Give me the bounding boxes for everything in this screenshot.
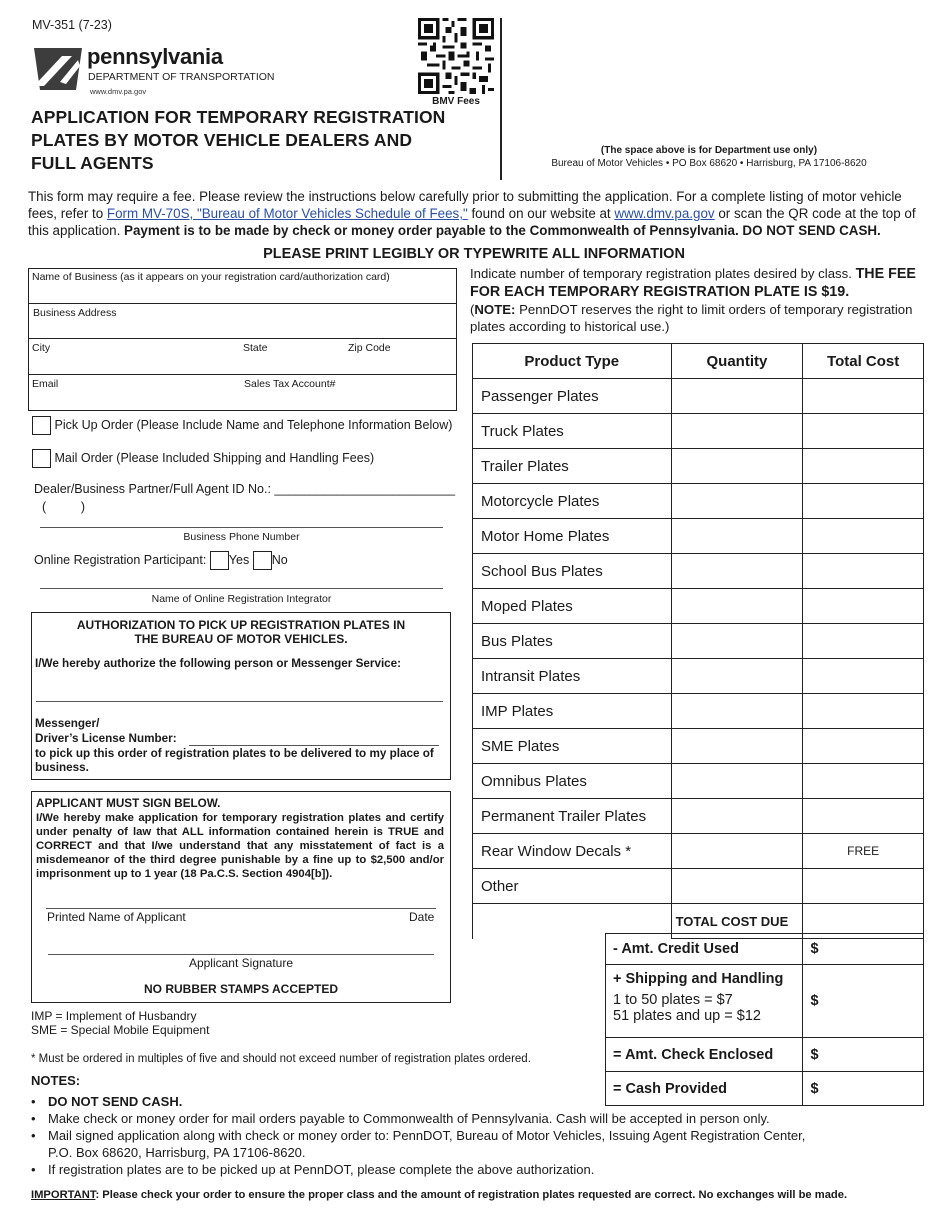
total-cost-field[interactable] [803, 764, 924, 799]
shipping-label: + Shipping and Handling [613, 971, 784, 987]
product-name: Moped Plates [473, 589, 672, 624]
penndot-keystone-logo-icon [32, 42, 84, 92]
intro-text: found on our website at [467, 206, 615, 221]
total-cost-field[interactable] [803, 869, 924, 904]
payment-instruction: Payment is to be made by check or money order payable to the Commonwealth of Pennsylvania. DO NOT SEND CASH. [124, 223, 881, 238]
business-name-field[interactable] [29, 269, 456, 304]
auth-tail: to pick up this order of registration plates to be delivered to my place of business. [35, 747, 434, 774]
total-cost-field[interactable] [803, 449, 924, 484]
product-name: Passenger Plates [473, 379, 672, 414]
product-name: IMP Plates [473, 694, 672, 729]
intro-text: This form may require a fee. Please review the instructions below carefully prior to submitting the application. For a complete listing of motor vehicle fees, refer to [28, 189, 902, 221]
total-cost-field[interactable] [803, 554, 924, 589]
check-label: = Amt. Check Enclosed [606, 1038, 803, 1072]
free-label: FREE [803, 834, 924, 869]
quantity-field[interactable] [671, 589, 803, 624]
title-line: FULL AGENTS [31, 153, 154, 173]
product-name: Permanent Trailer Plates [473, 799, 672, 834]
mail-order-option[interactable] [32, 449, 374, 468]
quantity-field[interactable] [671, 799, 803, 834]
city-state-zip-row[interactable] [29, 339, 456, 375]
shipping-row [606, 965, 924, 1038]
product-name: Trailer Plates [473, 449, 672, 484]
product-name: Motor Home Plates [473, 519, 672, 554]
business-info-box [28, 268, 457, 411]
dmv-website-link[interactable]: www.dmv.pa.gov [614, 206, 715, 221]
email-label: Email [32, 378, 59, 390]
quantity-field[interactable] [671, 834, 803, 869]
mail-order-checkbox[interactable] [32, 449, 51, 468]
no-stamps-notice: NO RUBBER STAMPS ACCEPTED [143, 982, 338, 996]
online-no-checkbox[interactable] [253, 551, 272, 570]
note-item: • If registration plates are to be picked up at PennDOT, please complete the above authorization. [31, 1162, 595, 1177]
qr-caption: BMV Fees [432, 96, 480, 107]
quantity-field[interactable] [671, 659, 803, 694]
total-cost-field[interactable] [803, 624, 924, 659]
pickup-authorization-box [31, 612, 451, 780]
dealer-id-field[interactable]: Dealer/Business Partner/Full Agent ID No.: __________________________ [34, 482, 456, 496]
pickup-order-label: Pick Up Order (Please Include Name and Telephone Information Below) [54, 417, 453, 432]
note-item: • Make check or money order for mail orders payable to Commonwealth of Pennsylvania. Cash will be accepted in person only. [31, 1111, 770, 1126]
certification-text: I/We hereby make application for temporary registration plates and certify under penalty of law that ALL information contained herein is TRUE and CORRECT and that I/we understand that any misstatement of fact is a misdemeanor of the third degree punishable by a fine up to $2,500 and/or imprisonment up to 1 year (18 Pa.C.S. Section 4904[b]). [36, 812, 444, 880]
note-label: NOTE: [474, 302, 516, 317]
note-item: • DO NOT SEND CASH. [31, 1094, 183, 1109]
applicant-signature-box [31, 791, 451, 1003]
product-name: Other [473, 869, 672, 904]
quantity-field[interactable] [671, 694, 803, 729]
business-address-field[interactable] [29, 304, 456, 339]
important-notice [31, 1189, 847, 1201]
pickup-order-checkbox[interactable] [32, 416, 51, 435]
auth-title-line: AUTHORIZATION TO PICK UP REGISTRATION PLATES IN [76, 618, 406, 632]
table-row [473, 834, 924, 869]
online-yes-checkbox[interactable] [210, 551, 229, 570]
note-text: PennDOT reserves the right to limit orders of temporary registration plates according to historical use.) [470, 302, 913, 334]
total-cost-field[interactable] [803, 519, 924, 554]
imp-definition: IMP = Implement of Husbandry [31, 1009, 197, 1023]
shipping-rate-2: 51 plates and up = $12 [613, 1008, 761, 1024]
phone-area-code[interactable]: ( ) [42, 500, 86, 514]
quantity-field[interactable] [671, 764, 803, 799]
abbreviations [31, 1009, 209, 1037]
quantity-field[interactable] [671, 519, 803, 554]
authorized-person-line[interactable] [36, 701, 443, 702]
totals-table [605, 933, 924, 1106]
total-cost-field[interactable] [803, 799, 924, 834]
quantity-field[interactable] [671, 624, 803, 659]
shipping-rate-1: 1 to 50 plates = $7 [613, 992, 733, 1008]
table-row [473, 449, 924, 484]
total-cost-field[interactable] [803, 659, 924, 694]
product-name: Motorcycle Plates [473, 484, 672, 519]
note-text: Mail signed application along with check or money order to: PennDOT, Bureau of Motor Vehicles, Issuing Agent Registration Center, [48, 1128, 806, 1143]
auth-title-line: THE BUREAU OF MOTOR VEHICLES. [134, 632, 348, 646]
total-cost-field[interactable] [803, 694, 924, 729]
product-name: Omnibus Plates [473, 764, 672, 799]
product-type-header: Product Type [473, 344, 672, 379]
total-due-label: TOTAL COST DUE [671, 904, 803, 939]
credit-label: - Amt. Credit Used [606, 934, 803, 965]
important-text: : Please check your order to ensure the proper class and the amount of registration plates requested are correct. No exchanges will be made. [95, 1189, 848, 1201]
title-line: APPLICATION FOR TEMPORARY REGISTRATION [31, 107, 446, 127]
credit-amount-field[interactable]: $ [803, 934, 924, 965]
check-row [606, 1038, 924, 1072]
department-use-note: (The space above is for Department use only) [600, 145, 818, 156]
asterisk-note: * Must be ordered in multiples of five and should not exceed number of registration plates ordered. [31, 1053, 531, 1065]
qr-code-icon[interactable] [418, 18, 494, 94]
fee-schedule-link[interactable]: Form MV-70S, "Bureau of Motor Vehicles Schedule of Fees," [106, 206, 468, 221]
drivers-license-line[interactable] [189, 745, 439, 746]
quantity-header: Quantity [671, 344, 803, 379]
logo-department: DEPARTMENT OF TRANSPORTATION [88, 71, 275, 83]
bmv-address: Bureau of Motor Vehicles • PO Box 68620 • Harrisburg, PA 17106-8620 [551, 158, 867, 169]
sales-tax-label: Sales Tax Account# [244, 378, 336, 390]
integrator-label: Name of Online Registration Integrator [151, 593, 332, 605]
notes-list [31, 1093, 931, 1178]
table-row [473, 589, 924, 624]
note-text: P.O. Box 68620, Harrisburg, PA 17106-8620. [48, 1145, 306, 1160]
table-row [473, 519, 924, 554]
fee-amount-statement: THE FEE FOR EACH TEMPORARY REGISTRATION PLATE IS $19. [470, 266, 916, 300]
total-cost-field[interactable] [803, 729, 924, 764]
fee-instruction-text: Indicate number of temporary registration plates desired by class. [470, 266, 856, 281]
check-amount-field[interactable]: $ [803, 1038, 924, 1072]
integrator-line[interactable] [40, 588, 443, 589]
logo-url: www.dmv.pa.gov [90, 87, 147, 96]
notes-heading: NOTES: [31, 1073, 81, 1088]
credit-row [606, 934, 924, 965]
table-row [473, 624, 924, 659]
city-label: City [32, 342, 51, 354]
total-cost-header: Total Cost [803, 344, 924, 379]
table-row [473, 414, 924, 449]
logo-name: pennsylvania [87, 44, 223, 69]
form-number: MV-351 (7-23) [32, 18, 112, 32]
note-text: DO NOT SEND CASH. [48, 1094, 183, 1109]
table-row [473, 659, 924, 694]
messenger-label: Messenger/ [35, 717, 100, 730]
table-row [473, 379, 924, 414]
table-row [473, 484, 924, 519]
table-header-row [473, 344, 924, 379]
total-cost-field[interactable] [803, 484, 924, 519]
product-name: Intransit Plates [473, 659, 672, 694]
quantity-field[interactable] [671, 484, 803, 519]
product-table [472, 343, 924, 939]
table-row [473, 729, 924, 764]
note-text: Make check or money order for mail orders payable to Commonwealth of Pennsylvania. Cash will be accepted in person only. [48, 1111, 770, 1126]
online-participant-row [34, 551, 288, 570]
quantity-field[interactable] [671, 554, 803, 589]
shipping-amount-field[interactable]: $ [803, 965, 924, 1038]
sme-definition: SME = Special Mobile Equipment [31, 1023, 210, 1037]
auth-statement: I/We hereby authorize the following person or Messenger Service: [35, 657, 402, 670]
important-label: IMPORTANT [31, 1189, 96, 1201]
table-row [473, 554, 924, 589]
print-heading: PLEASE PRINT LEGIBLY OR TYPEWRITE ALL INFORMATION [263, 246, 685, 262]
state-label: State [243, 342, 268, 354]
table-row [473, 869, 924, 904]
quantity-field[interactable] [671, 729, 803, 764]
table-row [473, 764, 924, 799]
signature-label: Applicant Signature [188, 956, 294, 970]
fee-instructions [470, 265, 930, 335]
auth-title [32, 618, 450, 646]
shipping-cell [606, 965, 803, 1038]
email-tax-row[interactable] [29, 375, 456, 410]
product-name: School Bus Plates [473, 554, 672, 589]
product-name: Bus Plates [473, 624, 672, 659]
cash-amount-field[interactable]: $ [803, 1072, 924, 1106]
phone-label: Business Phone Number [183, 531, 300, 543]
total-cost-field[interactable] [803, 589, 924, 624]
mail-order-label: Mail Order (Please Included Shipping and Handling Fees) [54, 450, 375, 465]
intro-paragraph [28, 188, 928, 239]
product-name: SME Plates [473, 729, 672, 764]
date-label: Date [409, 910, 435, 924]
table-row [473, 799, 924, 834]
printed-name-label: Printed Name of Applicant [47, 910, 186, 924]
table-row [473, 694, 924, 729]
note-item: • Mail signed application along with check or money order to: PennDOT, Bureau of Motor Vehicles, Issuing Agent Registration Center, [31, 1128, 806, 1143]
yes-label: Yes [228, 552, 250, 567]
quantity-field[interactable] [671, 869, 803, 904]
product-name: Rear Window Decals * [473, 834, 672, 869]
zip-label: Zip Code [348, 342, 391, 354]
pickup-order-option[interactable] [32, 416, 452, 435]
note-paren: ( [470, 302, 475, 317]
phone-line[interactable] [40, 527, 443, 528]
total-cost-field[interactable] [803, 414, 924, 449]
note-text: If registration plates are to be picked up at PennDOT, please complete the above authorization. [48, 1162, 595, 1177]
quantity-field[interactable] [671, 449, 803, 484]
drivers-license-label: Driver’s License Number: [35, 732, 177, 745]
printed-name-line[interactable] [46, 908, 436, 909]
cash-label: = Cash Provided [606, 1072, 803, 1106]
product-name: Truck Plates [473, 414, 672, 449]
online-participant-label: Online Registration Participant: [34, 552, 207, 567]
business-name-label: Name of Business (as it appears on your registration card/authorization card) [32, 271, 390, 283]
quantity-field[interactable] [671, 379, 803, 414]
business-address-label: Business Address [33, 307, 117, 319]
total-cost-field[interactable] [803, 379, 924, 414]
quantity-field[interactable] [671, 414, 803, 449]
page-title [31, 106, 491, 175]
signature-line[interactable] [48, 954, 434, 955]
no-label: No [271, 552, 288, 567]
intro-text: or scan the QR code at the top of this application. [28, 206, 916, 238]
title-line: PLATES BY MOTOR VEHICLE DEALERS AND [31, 130, 413, 150]
sign-heading: APPLICANT MUST SIGN BELOW. [36, 797, 221, 810]
